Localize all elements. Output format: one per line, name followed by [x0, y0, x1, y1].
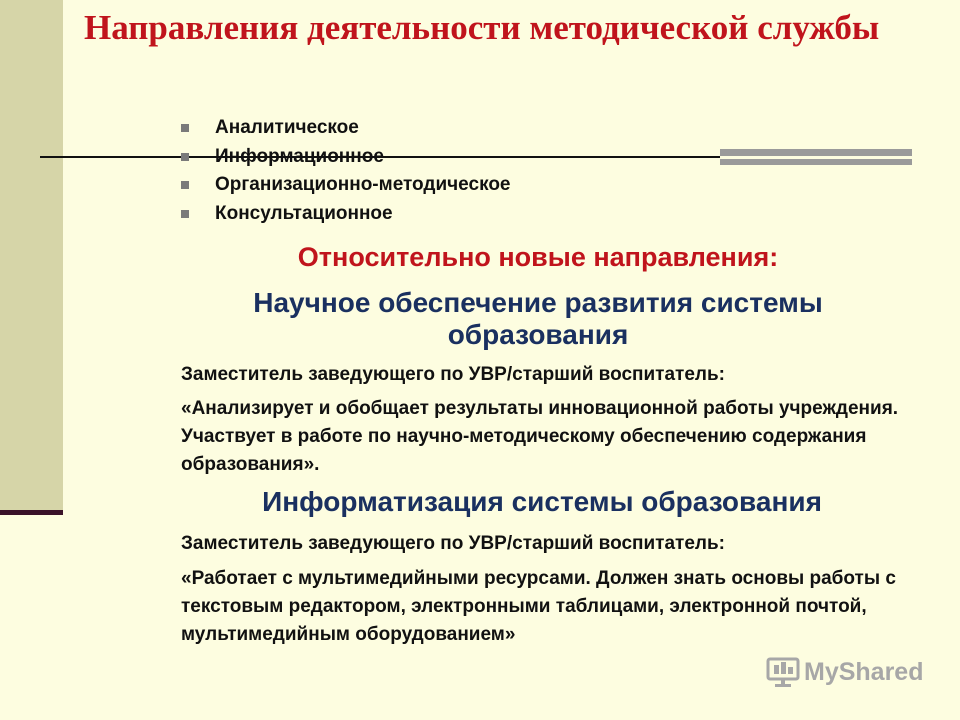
- list-item-text: Организационно-методическое: [215, 174, 511, 196]
- square-bullet-icon: [181, 210, 189, 218]
- watermark: [766, 656, 923, 688]
- watermark-text: MyShared: [804, 657, 924, 686]
- science-heading: Научное обеспечение развития системы образования: [253, 287, 823, 350]
- slide-title: Направления деятельности методической службы: [84, 8, 880, 47]
- informatization-quote: «Работает с мультимедийными ресурсами. Должен знать основы работы с текстовым редактором, электронными таблицами, электронной почтой, мультимедийным оборудованием»: [181, 568, 896, 645]
- square-bullet-icon: [181, 153, 189, 161]
- directions-list: [181, 114, 511, 228]
- divider-double-bar: [720, 149, 912, 165]
- informatization-role: Заместитель заведующего по УВР/старший воспитатель:: [181, 533, 725, 554]
- list-item: [181, 200, 511, 229]
- science-role: Заместитель заведующего по УВР/старший воспитатель:: [181, 364, 725, 385]
- science-quote: «Анализирует и обобщает результаты инновационной работы учреждения. Участвует в работе по научно-методическому обеспечению содержания образования».: [181, 398, 899, 475]
- square-bullet-icon: [181, 181, 189, 189]
- list-item: [181, 171, 511, 200]
- presentation-icon: [766, 656, 800, 688]
- list-item-text: Консультационное: [215, 202, 393, 224]
- list-item: [181, 143, 511, 172]
- sidebar-underline: [0, 510, 63, 515]
- list-item: [181, 114, 511, 143]
- list-item-text: Аналитическое: [215, 117, 359, 139]
- new-directions-heading: Относительно новые направления:: [297, 242, 779, 272]
- square-bullet-icon: [181, 124, 189, 132]
- sidebar-decoration: [0, 0, 63, 512]
- list-item-text: Информационное: [215, 145, 384, 167]
- informatization-heading: Информатизация системы образования: [262, 486, 822, 517]
